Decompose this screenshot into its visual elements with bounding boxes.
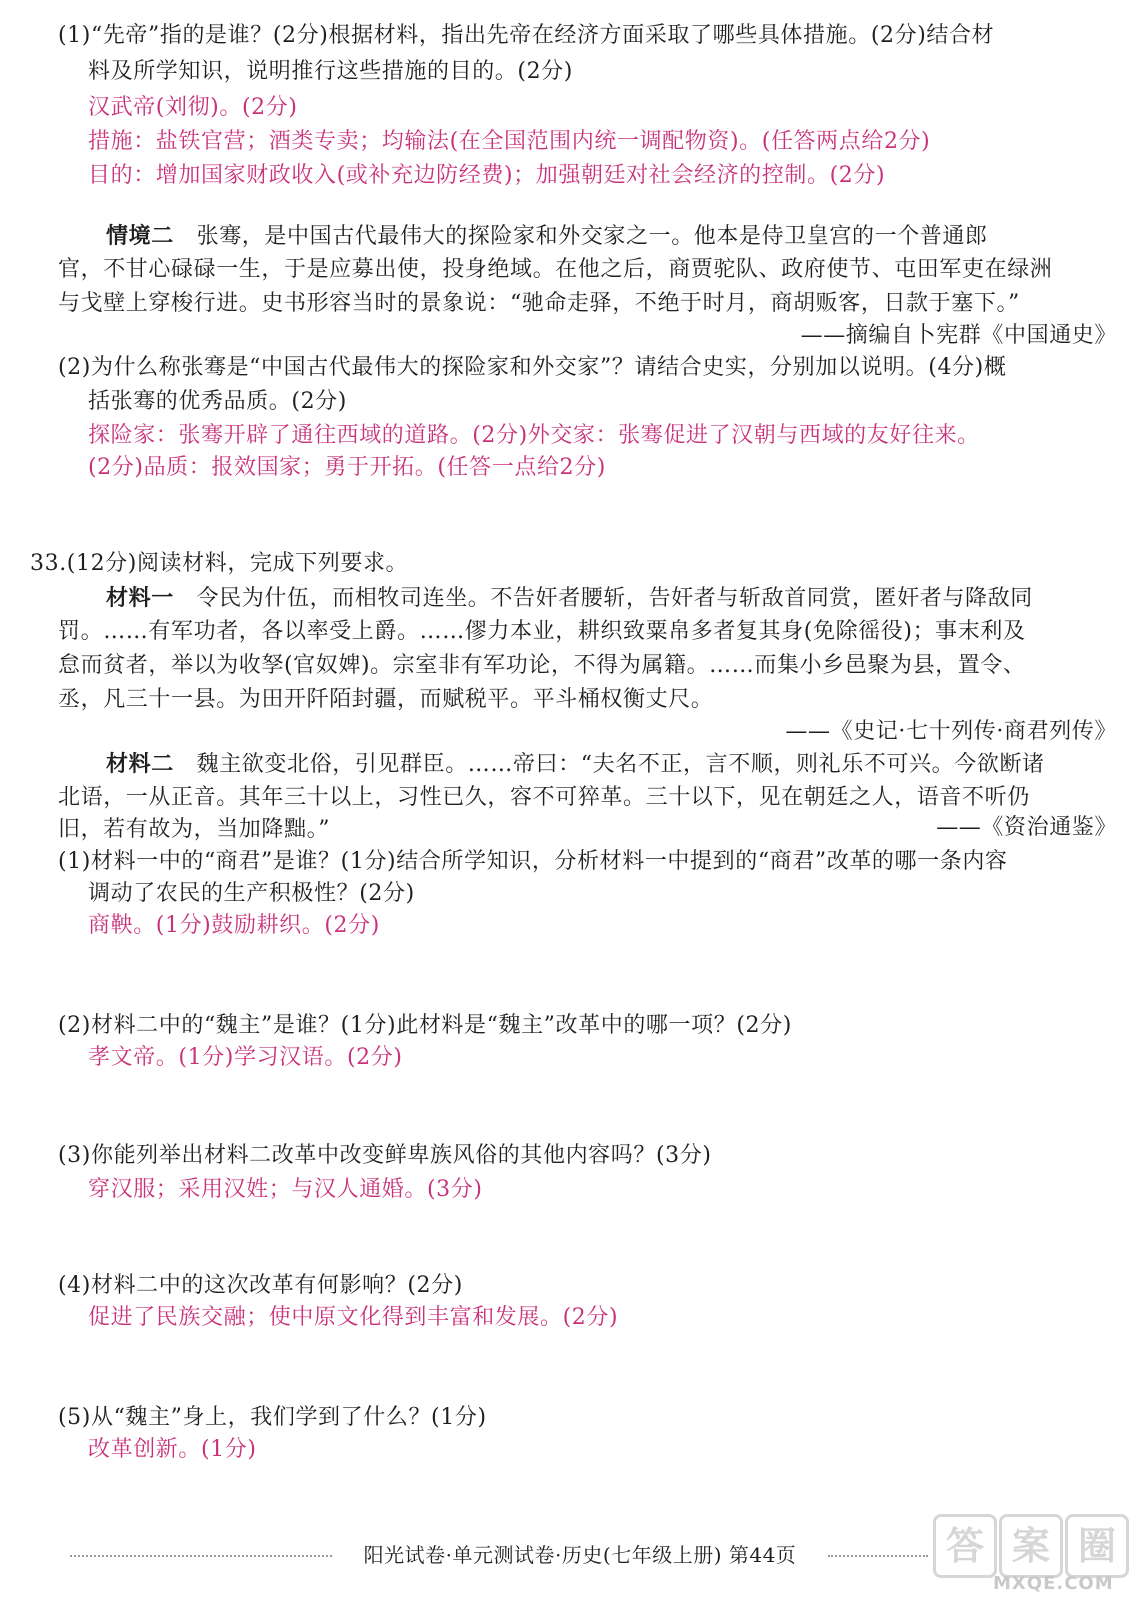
- situation2-source: ——摘编自卜宪群《中国通史》: [800, 323, 1117, 348]
- footer-title: 阳光试卷·单元测试卷·历史(七年级上册) 第44页: [363, 1543, 797, 1567]
- material2-line-1: [106, 748, 1045, 781]
- situation2-line-2: 官，不甘心碌碌一生，于是应募出使，投身绝域。在他之后，商贾驼队、政府使节、屯田军吏在绿洲: [58, 257, 1053, 282]
- material1-text-1: 令民为什伍，而相牧司连坐。不告奸者腰斩，告奸者与斩敌首同赏，匿奸者与降敌同: [196, 586, 1033, 611]
- situation2-label: 情境二: [106, 223, 174, 249]
- watermark-char-2: 案: [999, 1514, 1063, 1578]
- material2-text-1: 魏主欲变北俗，引见群臣。……帝曰：“夫名不正，言不顺，则礼乐不可兴。今欲断诸: [196, 752, 1045, 777]
- q32-2-question-line-1: (2)为什么称张骞是“中国古代最伟大的探险家和外交家”？请结合史实，分别加以说明。(4分)概: [58, 355, 1007, 380]
- q33-1-question-line-1: (1)材料一中的“商君”是谁？(1分)结合所学知识，分析材料一中提到的“商君”改革的哪一条内容: [58, 849, 1008, 874]
- material2-line-3: 旧，若有故为，当加降黜。”: [58, 817, 331, 842]
- material1-source: ——《史记·七十列传·商君列传》: [785, 719, 1117, 744]
- watermark-char-3: 圈: [1065, 1514, 1129, 1578]
- q33-4-question: (4)材料二中的这次改革有何影响？(2分): [58, 1273, 463, 1298]
- q32-1-question-line-2: 料及所学知识，说明推行这些措施的目的。(2分): [88, 59, 573, 84]
- watermark-url: MXQE.COM: [993, 1573, 1114, 1594]
- q33-1-answer: 商鞅。(1分)鼓励耕织。(2分): [88, 913, 380, 938]
- material1-line-4: 丞，凡三十一县。为田开阡陌封疆，而赋税平。平斗桶权衡丈尺。: [58, 687, 714, 712]
- q33-5-question: (5)从“魏主”身上，我们学到了什么？(1分): [58, 1405, 487, 1430]
- q33-2-answer: 孝文帝。(1分)学习汉语。(2分): [88, 1045, 403, 1070]
- material2-source: ——《资治通鉴》: [936, 815, 1117, 840]
- q33-header: 33.(12分)阅读材料，完成下列要求。: [30, 551, 409, 576]
- material1-label: 材料一: [106, 585, 174, 611]
- material2-line-2: 北语，一从正音。其年三十以上，习性已久，容不可猝革。三十以下，见在朝廷之人，语音不听仍: [58, 785, 1030, 810]
- q33-3-question: (3)你能列举出材料二改革中改变鲜卑族风俗的其他内容吗？(3分): [58, 1143, 712, 1168]
- q33-1-question-line-2: 调动了农民的生产积极性？(2分): [88, 881, 415, 906]
- q32-1-question-line-1: (1)“先帝”指的是谁？(2分)根据材料，指出先帝在经济方面采取了哪些具体措施。(2分)结合材: [58, 23, 995, 48]
- watermark-char-1: 答: [933, 1514, 997, 1578]
- q33-3-answer: 穿汉服；采用汉姓；与汉人通婚。(3分): [88, 1177, 483, 1202]
- material1-line-1: [106, 582, 1033, 615]
- q32-2-answer-line-2: (2分)品质：报效国家；勇于开拓。(任答一点给2分): [88, 455, 606, 480]
- material1-line-2: 罚。……有军功者，各以率受上爵。……僇力本业，耕织致粟帛多者复其身(免除徭役)；事末利及: [58, 619, 1026, 644]
- q33-2-question: (2)材料二中的“魏主”是谁？(1分)此材料是“魏主”改革中的哪一项？(2分): [58, 1013, 792, 1038]
- material2-label: 材料二: [106, 751, 174, 777]
- material1-line-3: 怠而贫者，举以为收孥(官奴婢)。宗室非有军功论，不得为属籍。……而集小乡邑聚为县，置令、: [58, 653, 1026, 678]
- q33-5-answer: 改革创新。(1分): [88, 1437, 257, 1462]
- footer-rule-right: [828, 1555, 928, 1557]
- q32-1-answer-line-3: 目的：增加国家财政收入(或补充边防经费)；加强朝廷对社会经济的控制。(2分): [88, 163, 886, 188]
- q32-1-answer-line-2: 措施：盐铁官营；酒类专卖；均输法(在全国范围内统一调配物资)。(任答两点给2分): [88, 129, 931, 154]
- situation2-line-3: 与戈壁上穿梭行进。史书形容当时的景象说：“驰命走驿，不绝于时月，商胡贩客，日款于塞下。”: [58, 291, 1020, 316]
- q32-2-question-line-2: 括张骞的优秀品质。(2分): [88, 389, 347, 414]
- q32-2-answer-line-1: 探险家：张骞开辟了通往西域的道路。(2分)外交家：张骞促进了汉朝与西域的友好往来。: [88, 423, 980, 448]
- footer-rule-left: [70, 1555, 332, 1557]
- q33-4-answer: 促进了民族交融；使中原文化得到丰富和发展。(2分): [88, 1305, 619, 1330]
- situation2-text-1: 张骞，是中国古代最伟大的探险家和外交家之一。他本是侍卫皇宫的一个普通郎: [196, 224, 988, 249]
- watermark-logo: [933, 1514, 1133, 1594]
- situation2-line-1: [106, 220, 988, 253]
- q32-1-answer-line-1: 汉武帝(刘彻)。(2分): [88, 95, 298, 120]
